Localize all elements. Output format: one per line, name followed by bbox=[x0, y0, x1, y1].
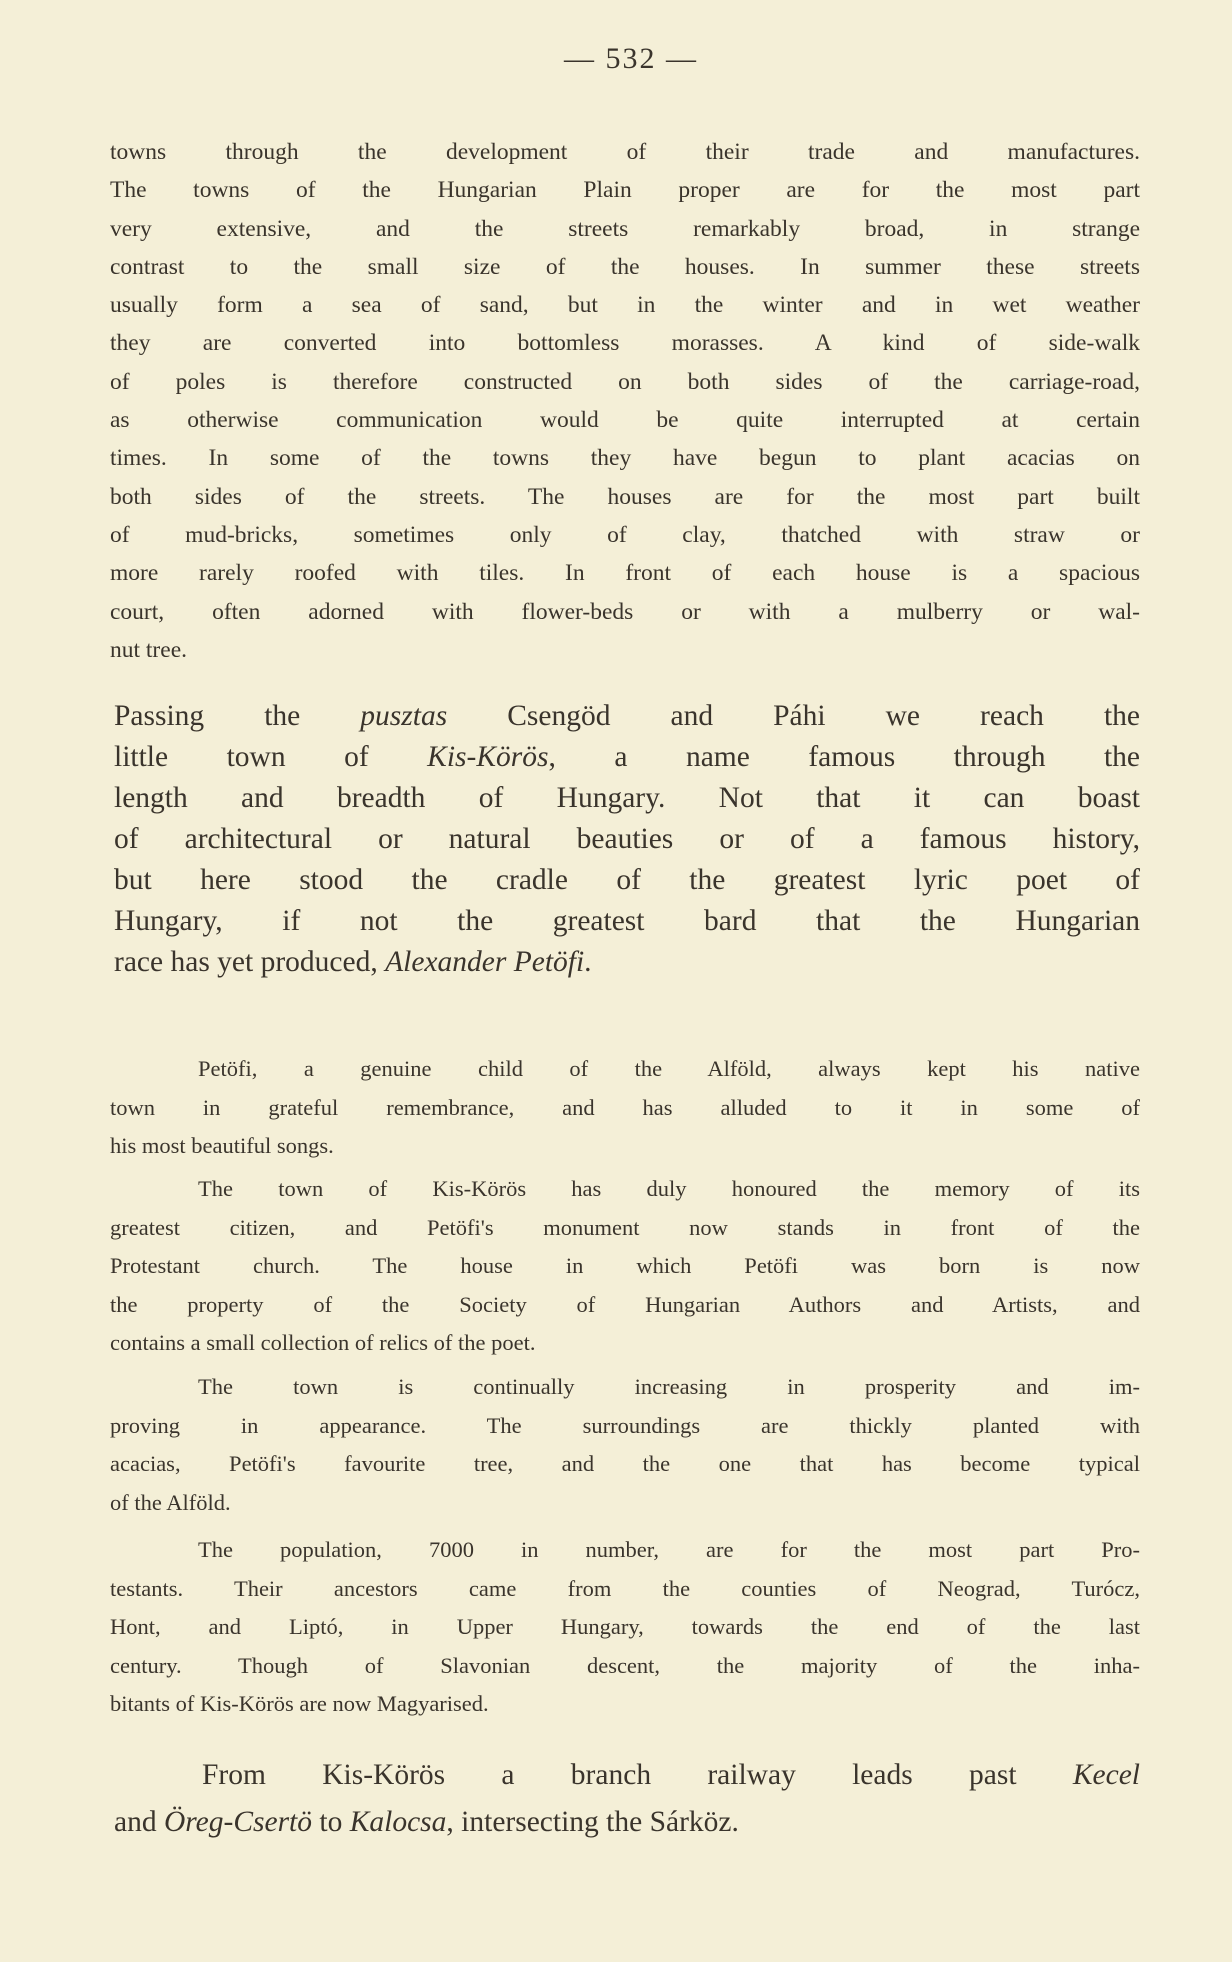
text-segment: century. Though of Slavonian descent, the majority of the inha- bbox=[110, 1652, 1140, 1678]
text-line bbox=[110, 1407, 1140, 1446]
text-segment: court, often adorned with flower-beds or with a mulberry or wal- bbox=[110, 598, 1140, 625]
text-line bbox=[114, 901, 1140, 942]
text-segment: Csengöd and Páhi we reach the bbox=[447, 700, 1140, 732]
text-segment: , intersecting the Sárköz. bbox=[446, 1806, 739, 1838]
text-segment: contains a small collection of relics of the poet. bbox=[110, 1330, 536, 1355]
italic-text: Kalocsa bbox=[349, 1806, 447, 1838]
text-line bbox=[110, 1324, 1140, 1363]
text-line bbox=[110, 248, 1140, 286]
text-segment: The towns of the Hungarian Plain proper are for the most part bbox=[110, 177, 1140, 204]
text-line bbox=[110, 1647, 1140, 1686]
italic-text: pusztas bbox=[360, 700, 448, 732]
text-segment: and bbox=[114, 1806, 164, 1838]
text-segment: The town of Kis-Körös has duly honoured the memory of its bbox=[198, 1176, 1140, 1201]
italic-text: Alexander Petöfi bbox=[385, 946, 585, 978]
text-line bbox=[110, 554, 1140, 592]
text-line bbox=[110, 1050, 1140, 1089]
text-line bbox=[110, 1170, 1140, 1209]
text-line bbox=[110, 516, 1140, 554]
text-segment: more rarely roofed with tiles. In front of each house is a spacious bbox=[110, 560, 1140, 587]
text-line bbox=[110, 133, 1140, 171]
text-line bbox=[110, 1286, 1140, 1325]
text-segment: as otherwise communication would be quite interrupted at certain bbox=[110, 407, 1140, 434]
paragraph-5 bbox=[110, 1368, 1140, 1522]
text-line bbox=[110, 171, 1140, 209]
italic-text: Öreg-Csertö bbox=[163, 1806, 313, 1838]
text-segment: times. In some of the towns they have begun to plant acacias on bbox=[110, 445, 1140, 472]
text-line bbox=[110, 1685, 1140, 1724]
text-segment: his most beautiful songs. bbox=[110, 1133, 334, 1158]
text-line bbox=[114, 1799, 1140, 1846]
text-segment: Petöfi, a genuine child of the Alföld, always kept his native bbox=[198, 1056, 1140, 1081]
italic-text: Kis-Körös bbox=[427, 741, 549, 773]
text-line bbox=[114, 860, 1140, 901]
text-segment: greatest citizen, and Petöfi's monument now stands in front of the bbox=[110, 1214, 1140, 1240]
text-line bbox=[110, 1368, 1140, 1407]
text-line bbox=[114, 778, 1140, 819]
text-line bbox=[110, 439, 1140, 477]
text-segment: the property of the Society of Hungarian Authors and Artists, and bbox=[110, 1291, 1140, 1317]
text-segment: usually form a sea of sand, but in the winter and in wet weather bbox=[110, 292, 1140, 319]
text-segment: to bbox=[312, 1806, 350, 1838]
text-line bbox=[110, 324, 1140, 362]
text-line bbox=[110, 1089, 1140, 1128]
text-line bbox=[114, 819, 1140, 860]
text-segment: both sides of the streets. The houses are for the most part built bbox=[110, 483, 1140, 510]
text-line bbox=[114, 737, 1140, 778]
text-segment: of the Alföld. bbox=[110, 1489, 231, 1515]
text-segment: length and breadth of Hungary. Not that it can boast bbox=[114, 782, 1140, 814]
text-line bbox=[110, 631, 1140, 669]
text-segment: testants. Their ancestors came from the counties of Neograd, Turócz, bbox=[110, 1575, 1140, 1601]
text-segment: acacias, Petöfi's favourite tree, and the one that has become typical bbox=[110, 1451, 1140, 1476]
paragraph-4 bbox=[110, 1170, 1140, 1363]
text-segment: they are converted into bottomless morasses. A kind of side-walk bbox=[110, 330, 1140, 357]
paragraph-3 bbox=[110, 1050, 1140, 1166]
text-segment: The town is continually increasing in prosperity and im- bbox=[198, 1374, 1140, 1399]
text-segment: Hungary, if not the greatest bard that the Hungarian bbox=[114, 905, 1140, 937]
text-segment: proving in appearance. The surroundings are thickly planted with bbox=[110, 1412, 1140, 1438]
text-segment: , a name famous through the bbox=[548, 741, 1140, 773]
text-segment: towns through the development of their trade and manufactures. bbox=[110, 139, 1140, 165]
text-line bbox=[110, 1484, 1140, 1523]
text-segment: of mud-bricks, sometimes only of clay, thatched with straw or bbox=[110, 521, 1140, 548]
paragraph-7 bbox=[114, 1752, 1140, 1846]
text-line bbox=[110, 401, 1140, 439]
text-line bbox=[110, 210, 1140, 248]
text-line bbox=[110, 1209, 1140, 1248]
text-line bbox=[110, 478, 1140, 516]
text-line bbox=[114, 1752, 1140, 1799]
page-number: — 532 — bbox=[564, 42, 698, 75]
paragraph-1 bbox=[110, 133, 1140, 669]
text-line bbox=[110, 1570, 1140, 1609]
text-segment: Protestant church. The house in which Petöfi was born is now bbox=[110, 1253, 1140, 1278]
text-segment: of poles is therefore constructed on both sides of the carriage-road, bbox=[110, 368, 1140, 395]
text-segment: little town of bbox=[114, 741, 428, 773]
text-segment: Passing the bbox=[114, 700, 361, 732]
text-segment: very extensive, and the streets remarkably broad, in strange bbox=[110, 215, 1140, 242]
text-segment: bitants of Kis-Körös are now Magyarised. bbox=[110, 1691, 489, 1716]
text-segment: of architectural or natural beauties or of a famous history, bbox=[114, 823, 1140, 855]
text-line bbox=[110, 593, 1140, 631]
text-line bbox=[114, 696, 1140, 737]
text-line bbox=[110, 1247, 1140, 1286]
text-segment: . bbox=[584, 946, 592, 978]
text-segment: From Kis-Körös a branch railway leads past bbox=[202, 1759, 1073, 1791]
text-line bbox=[110, 286, 1140, 324]
paragraph-6 bbox=[110, 1531, 1140, 1724]
text-segment: town in grateful remembrance, and has alluded to it in some of bbox=[110, 1094, 1140, 1120]
text-line bbox=[110, 1445, 1140, 1484]
text-line bbox=[110, 1127, 1140, 1166]
italic-text: Kecel bbox=[1072, 1759, 1140, 1791]
text-segment: race has yet produced, bbox=[114, 946, 386, 978]
text-segment: The population, 7000 in number, are for the most part Pro- bbox=[198, 1537, 1140, 1562]
text-line bbox=[110, 1608, 1140, 1647]
text-line bbox=[110, 363, 1140, 401]
text-segment: but here stood the cradle of the greatest lyric poet of bbox=[114, 864, 1140, 896]
paragraph-2 bbox=[114, 696, 1140, 983]
text-segment: nut tree. bbox=[110, 636, 187, 663]
text-line bbox=[110, 1531, 1140, 1570]
text-segment: contrast to the small size of the houses. In summer these streets bbox=[110, 253, 1140, 280]
text-line bbox=[114, 942, 1140, 983]
text-segment: Hont, and Liptó, in Upper Hungary, towards the end of the last bbox=[110, 1614, 1140, 1639]
